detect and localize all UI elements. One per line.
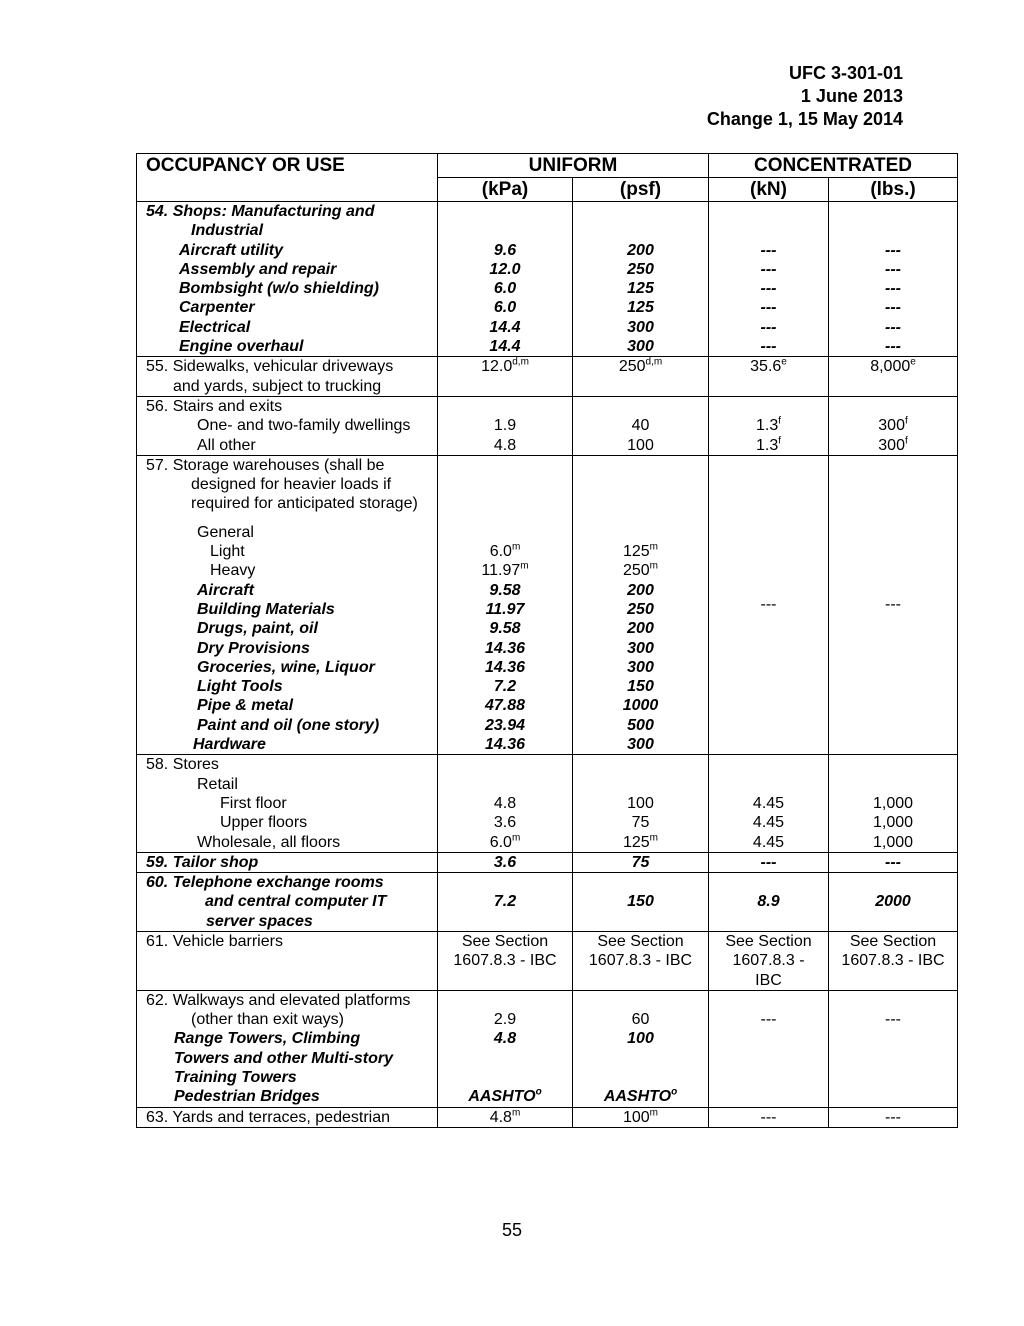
- kpa-cell: 4.8$^m$: [438, 1107, 573, 1127]
- table-row-54: [137, 202, 958, 357]
- lbs-cell: 300$^f$ 300$^f$: [829, 396, 958, 455]
- psf-cell: 40 100: [573, 396, 709, 455]
- table-row-57: [137, 455, 958, 754]
- table-row-63: [137, 1107, 958, 1127]
- kpa-cell: See Section 1607.8.3 - IBC: [438, 931, 573, 990]
- psf-cell: 75: [573, 852, 709, 872]
- lbs-cell: 2000: [829, 873, 958, 932]
- kpa-cell: 6.0$^m$ 11.97$^m$ 9.58 11.97 9.58 14.36 14.36 7.2 47.88 23.94 14.36: [438, 455, 573, 754]
- kn-cell: --- --- --- --- --- ---: [709, 202, 829, 357]
- occupancy-cell: 62. Walkways and elevated platforms (other than exit ways) Range Towers, Climbing Towers and other Multi-story Training Towers Pedestrian Bridges: [137, 990, 438, 1107]
- document-header: [707, 62, 903, 131]
- kn-cell: ---: [709, 852, 829, 872]
- kn-cell: See Section 1607.8.3 - IBC: [709, 931, 829, 990]
- occupancy-cell: 58. Stores Retail First floor Upper floors Wholesale, all floors: [137, 755, 438, 852]
- lbs-cell: ---: [829, 1107, 958, 1127]
- occupancy-cell: 54. Shops: Manufacturing and Industrial Aircraft utility Assembly and repair Bombsight (w/o shielding) Carpenter Electrical Engine overhaul: [137, 202, 438, 357]
- lbs-cell: 1,000 1,000 1,000: [829, 755, 958, 852]
- psf-cell: 200 250 125 125 300 300: [573, 202, 709, 357]
- occupancy-cell: 57. Storage warehouses (shall be designed for heavier loads if required for anticipated storage) General Light Heavy Aircraft Building Materials Drugs, paint, oil Dry Provisions Groceries, wine, Liquor Light Tools Pipe & metal Paint and oil (one story) Hardware: [137, 455, 438, 754]
- uniform-header: UNIFORM: [438, 154, 709, 178]
- kpa-cell: 4.8 3.6 6.0$^m$: [438, 755, 573, 852]
- table-row-55: [137, 357, 958, 397]
- kpa-cell: 3.6: [438, 852, 573, 872]
- kpa-cell: 2.9 4.8 AASHTO$^o$: [438, 990, 573, 1107]
- lbs-cell: 8,000e: [829, 357, 958, 397]
- concentrated-header: CONCENTRATED: [709, 154, 958, 178]
- psf-cell: 150: [573, 873, 709, 932]
- occupancy-cell: 61. Vehicle barriers: [137, 931, 438, 990]
- occupancy-cell: 59. Tailor shop: [137, 852, 438, 872]
- table-row-61: [137, 931, 958, 990]
- table-row-62: [137, 990, 958, 1107]
- psf-cell: 250$^{d,m}$: [573, 357, 709, 397]
- kpa-cell: 12.0$^{d,m}$: [438, 357, 573, 397]
- psf-cell: 60 100 AASHTO$^o$: [573, 990, 709, 1107]
- kn-cell: ---: [709, 1107, 829, 1127]
- lbs-cell: ---: [829, 990, 958, 1107]
- kn-cell: ---: [709, 455, 829, 754]
- unit-psf: (psf): [573, 178, 709, 202]
- psf-cell: See Section 1607.8.3 - IBC: [573, 931, 709, 990]
- table-header-row: [137, 154, 958, 178]
- unit-kn: (kN): [709, 178, 829, 202]
- kn-cell: ---: [709, 990, 829, 1107]
- table-row-60: [137, 873, 958, 932]
- psf-cell: 100$^m$: [573, 1107, 709, 1127]
- occupancy-cell: 56. Stairs and exits One- and two-family dwellings All other: [137, 396, 438, 455]
- kpa-cell: 9.6 12.0 6.0 6.0 14.4 14.4: [438, 202, 573, 357]
- page-number: 55: [501, 1220, 523, 1240]
- lbs-cell: ---: [829, 852, 958, 872]
- document-id: UFC 3-301-01: [788, 63, 903, 83]
- kn-cell: 8.9: [709, 873, 829, 932]
- kn-cell: 4.45 4.45 4.45: [709, 755, 829, 852]
- occupancy-header: OCCUPANCY OR USE: [137, 154, 438, 202]
- table-row-59: [137, 852, 958, 872]
- document-change: Change 1, 15 May 2014: [706, 109, 903, 129]
- unit-lbs: (lbs.): [829, 178, 958, 202]
- kn-cell: 1.3$^f$ 1.3$^f$: [709, 396, 829, 455]
- lbs-cell: --- --- --- --- --- ---: [829, 202, 958, 357]
- lbs-cell: ---: [829, 455, 958, 754]
- occupancy-cell: 63. Yards and terraces, pedestrian: [137, 1107, 438, 1127]
- psf-cell: 125$^m$ 250$^m$ 200 250 200 300 300 150 1000 500 300: [573, 455, 709, 754]
- occupancy-cell: 55. Sidewalks, vehicular driveways and yards, subject to trucking: [137, 357, 438, 397]
- kpa-cell: 7.2: [438, 873, 573, 932]
- occupancy-cell: 60. Telephone exchange rooms and central computer IT server spaces: [137, 873, 438, 932]
- lbs-cell: See Section 1607.8.3 - IBC: [829, 931, 958, 990]
- psf-cell: 100 75 125$^m$: [573, 755, 709, 852]
- document-date: 1 June 2013: [800, 86, 903, 106]
- kpa-cell: 1.9 4.8: [438, 396, 573, 455]
- live-loads-table: [136, 153, 958, 1128]
- table-row-58: [137, 755, 958, 852]
- kn-cell: 35.6e: [709, 357, 829, 397]
- table-row-56: [137, 396, 958, 455]
- unit-kpa: (kPa): [438, 178, 573, 202]
